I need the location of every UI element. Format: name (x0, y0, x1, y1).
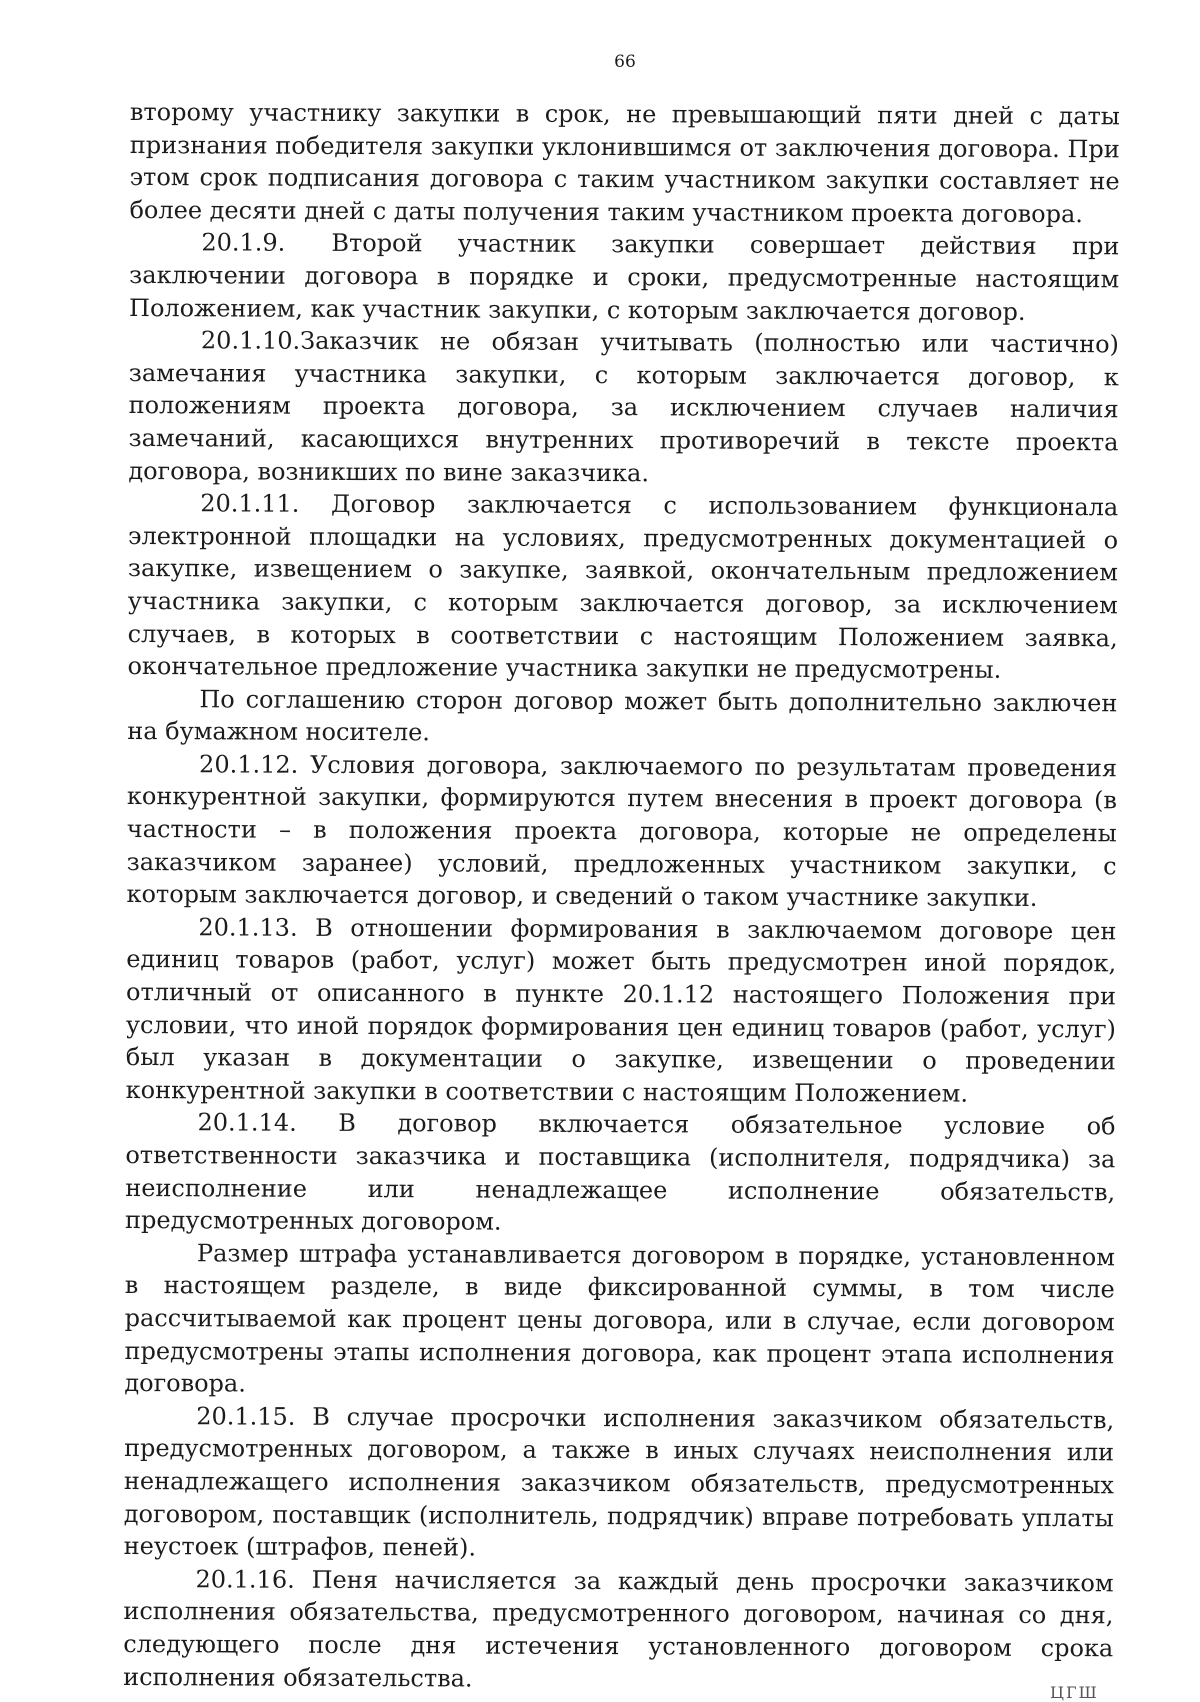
paragraph-continuation: второму участнику закупки в срок, не превышающий пяти дней с даты признания победителя закупки уклонившимся от заключения договора. При этом срок подписания договора с таким участником закупки составляет не более десяти дней с даты получения таким участником проекта договора. (129, 97, 1120, 228)
footer-mark: ЦГШ (1050, 1683, 1099, 1702)
paragraph-20-1-13: 20.1.13. В отношении формирования в заключаемом договоре цен единиц товаров (работ, услуг) может быть предусмотрен иной порядок, отличный от описанного в пункте 20.1.12 настоящего Положения при условии, что иной порядок формирования цен единиц товаров (работ, услуг) был указан в документации о закупке, извещении о проведении конкурентной закупки в соответствии с настоящим Положением. (125, 913, 1117, 1108)
paragraph-20-1-16: 20.1.16. Пеня начисляется за каждый день просрочки заказчиком исполнения обязательства, предусмотренного договором, начиная со дня, следующего после дня истечения установленного договором срока исполнения обязательства. (123, 1565, 1114, 1693)
paragraph-penalty-size: Размер штрафа устанавливается договором в порядке, установленном в настоящем разделе, в виде фиксированной суммы, в том числе рассчитываемой как процент цены договора, или в случае, если договором предусмотрены этапы исполнения договора, как процент этапа исполнения договора. (124, 1239, 1116, 1398)
clause-number: 20.1.9. (201, 228, 286, 258)
paragraph-20-1-10: 20.1.10.Заказчик не обязан учитывать (полностью или частично) замечания участника закупки, с которым заключается договор, к положениям проекта договора, за исключением случаев наличия замечаний, касающихся внутренних противоречий в тексте проекта договора, возникших по вине заказчика. (128, 326, 1119, 487)
document-body (123, 96, 1120, 1697)
paragraph-20-1-9 (129, 226, 1119, 328)
paragraph-20-1-11: 20.1.11. Договор заключается с использованием функционала электронной площадки на условиях, предусмотренных документацией о закупке, извещением о закупке, заявкой, окончательным предложением участника закупки, с которым заключается договор, за исключением случаев, в которых в соответствии с настоящим Положением заявка, окончательное предложение участника закупки не предусмотрены. (127, 489, 1119, 684)
paragraph-20-1-14: 20.1.14. В договор включается обязательное условие об ответственности заказчика и поставщика (исполнителя, подрядчика) за неисполнение или ненадлежащее исполнение обязательств, предусмотренных договором. (125, 1108, 1116, 1236)
paragraph-20-1-15: 20.1.15. В случае просрочки исполнения заказчиком обязательств, предусмотренных договором, а также в иных случаях неисполнения или ненадлежащего исполнения заказчиком обязательств, предусмотренных договором, поставщик (исполнитель, подрядчик) вправе потребовать уплаты неустоек (штрафов, пеней). (123, 1402, 1115, 1562)
clause-text: Второй участник закупки совершает действия при заключении договора в порядке и сроки, предусмотренные настоящим Положением, как участник закупки, с которым заключается договор. (129, 229, 1120, 326)
paragraph-20-1-12: 20.1.12. Условия договора, заключаемого по результатам проведения конкурентной закупки, формируются путем внесения в проект договора (в частности – в положения проекта договора, которые не определены заказчиком заранее) условий, предложенных участником закупки, с которым заключается договор, и сведений о таком участнике закупки. (126, 750, 1118, 913)
page-number: 66 (614, 52, 636, 72)
paragraph-paper-agreement: По соглашению сторон договор может быть дополнительно заключен на бумажном носителе. (127, 684, 1118, 747)
